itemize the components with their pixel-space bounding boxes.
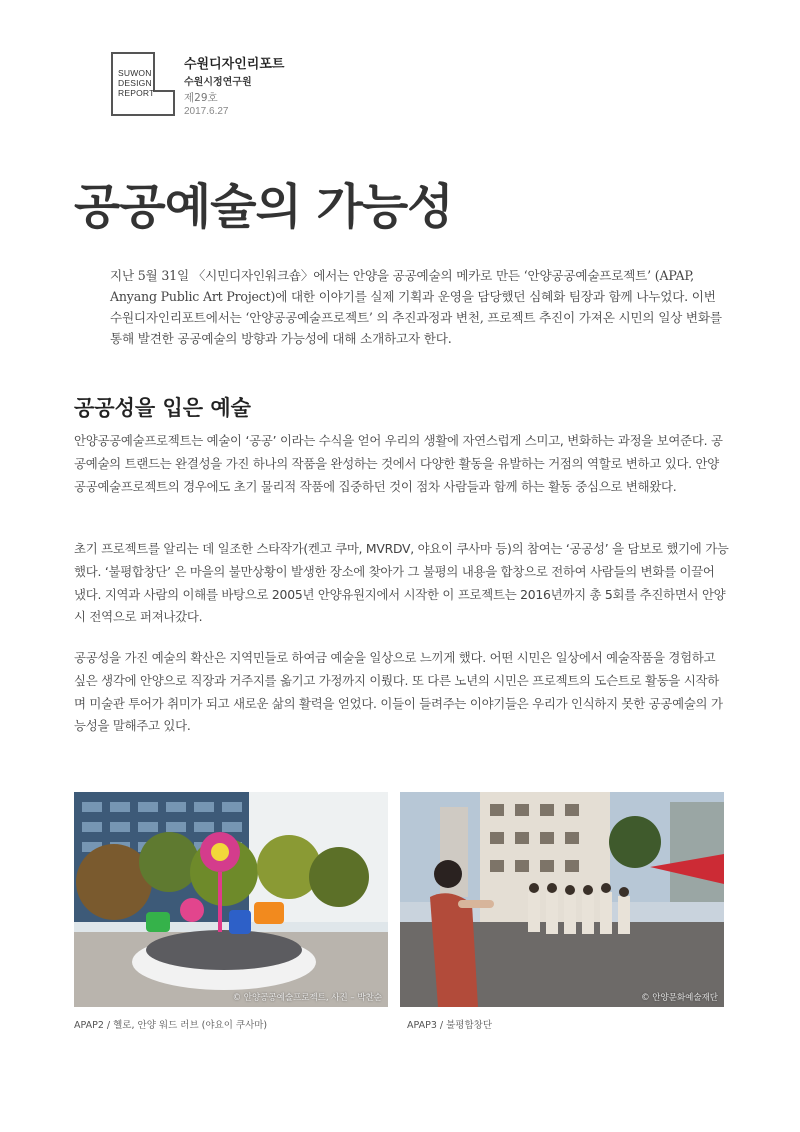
- body-paragraph: 초기 프로젝트를 알리는 데 일조한 스타작가(켄고 쿠마, MVRDV, 야요이 쿠사마 등)의 참여는 ‘공공성’ 을 담보로 했기에 가능했다. ‘불평합창단’ 은 마을의 불만상황이 발생한 장소에 찾아가 그 불평의 내용을 합창으로 전하여 사람들의 변화를 이끌어 냈다. 지역과 사람의 이해를 바탕으로 2005년 안양유원지에서 시작한 이 프로젝트는 2016년까지 총 5회를 추진하면서 안양시 전역으로 퍼져나갔다.: [74, 541, 729, 625]
- publisher-name: 수원시정연구원: [184, 77, 252, 88]
- logo-line: DESIGN: [118, 78, 152, 88]
- logo-wordmark: [118, 68, 154, 98]
- logo-line: REPORT: [118, 88, 155, 98]
- issue-date: 2017.6.27: [184, 106, 229, 117]
- body-paragraph: 안양공공예술프로젝트는 예술이 ‘공공’ 이라는 수식을 얻어 우리의 생활에 자연스럽게 스미고, 변화하는 과정을 보여준다. 공공예술의 트랜드는 완결성을 가진 하나의 작품을 완성하는 것에서 다양한 활동을 유발하는 거점의 역할로 변하고 있다. 안양공공예술프로젝트의 경우에도 초기 물리적 작품에 집중하던 것이 점차 사람들과 함께 하는 활동 중심으로 변해왔다.: [74, 433, 723, 494]
- photo-credit: © 안양공공예술프로젝트, 사진 – 박찬순: [232, 993, 382, 1003]
- photo-caption: APAP3 / 불평합창단: [407, 1020, 493, 1031]
- page-title: 공공예술의 가능성: [74, 179, 453, 235]
- report-title: 수원디자인리포트: [184, 57, 285, 72]
- photo-complaints-choir: [400, 792, 724, 1007]
- intro-paragraph: 지난 5월 31일 〈시민디자인워크숍〉에서는 안양을 공공예술의 메카로 만든 ‘안양공공예술프로젝트’ (APAP, Anyang Public Art Project)에 대한 이야기를 실제 기획과 운영을 담당했던 심혜화 팀장과 함께 나누었다. 이번 수원디자인리포트에서는 ‘안양공공예술프로젝트’ 의 추진과정과 변천, 프로젝트 추진이 가져온 시민의 일상 변화를 통해 발견한 공공예술의 방향과 가능성에 대해 소개하고자 한다.: [110, 268, 722, 346]
- body-paragraph: 공공성을 가진 예술의 확산은 지역민들로 하여금 예술을 일상으로 느끼게 했다. 어떤 시민은 일상에서 예술작품을 경험하고 싶은 생각에 안양으로 직장과 거주지를 옮기고 가정까지 이뤘다. 또 다른 노년의 시민은 프로젝트의 도슨트로 활동을 시작하며 미술관 투어가 취미가 되고 새로운 삶의 활력을 얻었다. 이들이 들려주는 이야기들은 우리가 인식하지 못한 공공예술의 가능성을 말해주고 있다.: [74, 650, 723, 734]
- photo-sculpture: [74, 792, 388, 1007]
- issue-number: 제29호: [184, 92, 218, 104]
- report-logo: [111, 52, 175, 116]
- section-heading: 공공성을 입은 예술: [74, 396, 251, 420]
- photo-credit: © 안양문화예술재단: [641, 993, 718, 1003]
- photo-caption: APAP2 / 헬로, 안양 워드 러브 (야요이 쿠사마): [74, 1020, 268, 1031]
- logo-line: SUWON: [118, 68, 152, 78]
- logo-step-shape: [153, 52, 175, 92]
